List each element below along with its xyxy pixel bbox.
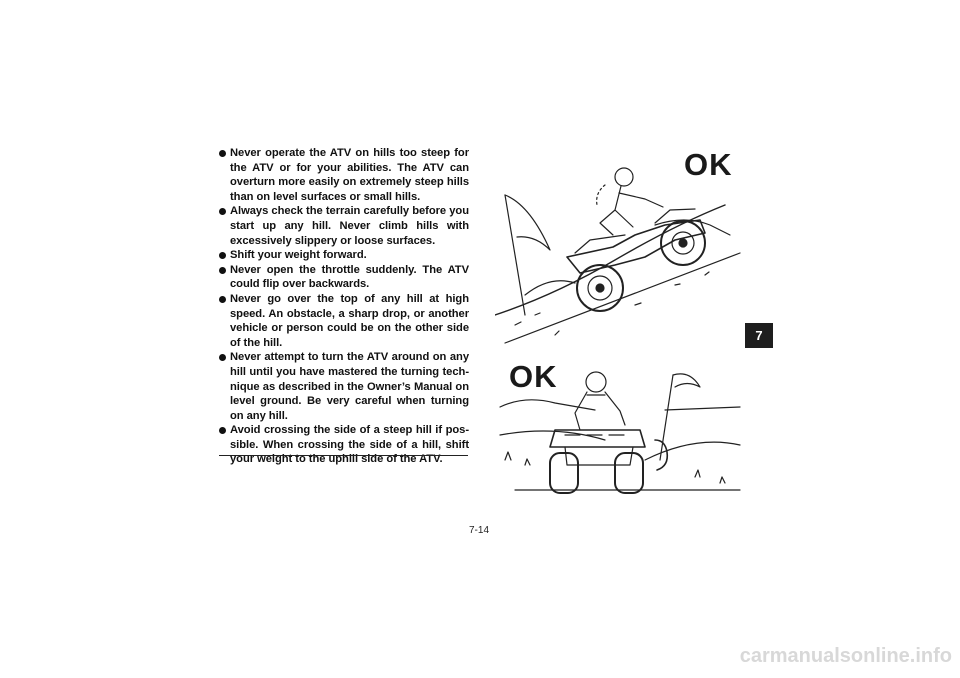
atv-uphill-illustration (495, 165, 745, 350)
safety-bullet-list (219, 146, 469, 467)
bullet-item: Never attempt to turn the ATV around on any hill until you have mastered the turning tech-nique as described in the Owner’s Manual on level ground. Be very careful when turning on any hill. (219, 350, 469, 423)
chapter-tab: 7 (745, 323, 773, 348)
watermark-text: carmanualsonline.info (739, 645, 952, 667)
bullet-item: Never go over the top of any hill at high speed. An obstacle, a sharp drop, or another vehicle or person could be on the other side of the hill. (219, 292, 469, 350)
bullet-item: Avoid crossing the side of a steep hill if pos-sible. When crossing the side of a hill, shift your weight to the uphill side of the ATV. (219, 423, 469, 467)
figure-label-ok-bottom: OK (509, 359, 558, 394)
atv-sidehill-illustration (495, 365, 745, 500)
bullet-item: Never operate the ATV on hills too steep for the ATV or for your abilities. The ATV can overturn more easily on extremely steep hills than on level surfaces or small hills. (219, 146, 469, 204)
page-number: 7-14 (468, 525, 489, 536)
figure-label-ok-top: OK (684, 147, 733, 182)
bullet-item: Always check the terrain carefully before you start up any hill. Never climb hills with excessively slippery or loose surfaces. (219, 204, 469, 248)
section-divider (219, 455, 468, 456)
bullet-item: Never open the throttle suddenly. The ATV could flip over backwards. (219, 263, 469, 292)
bullet-item: Shift your weight forward. (219, 248, 469, 263)
